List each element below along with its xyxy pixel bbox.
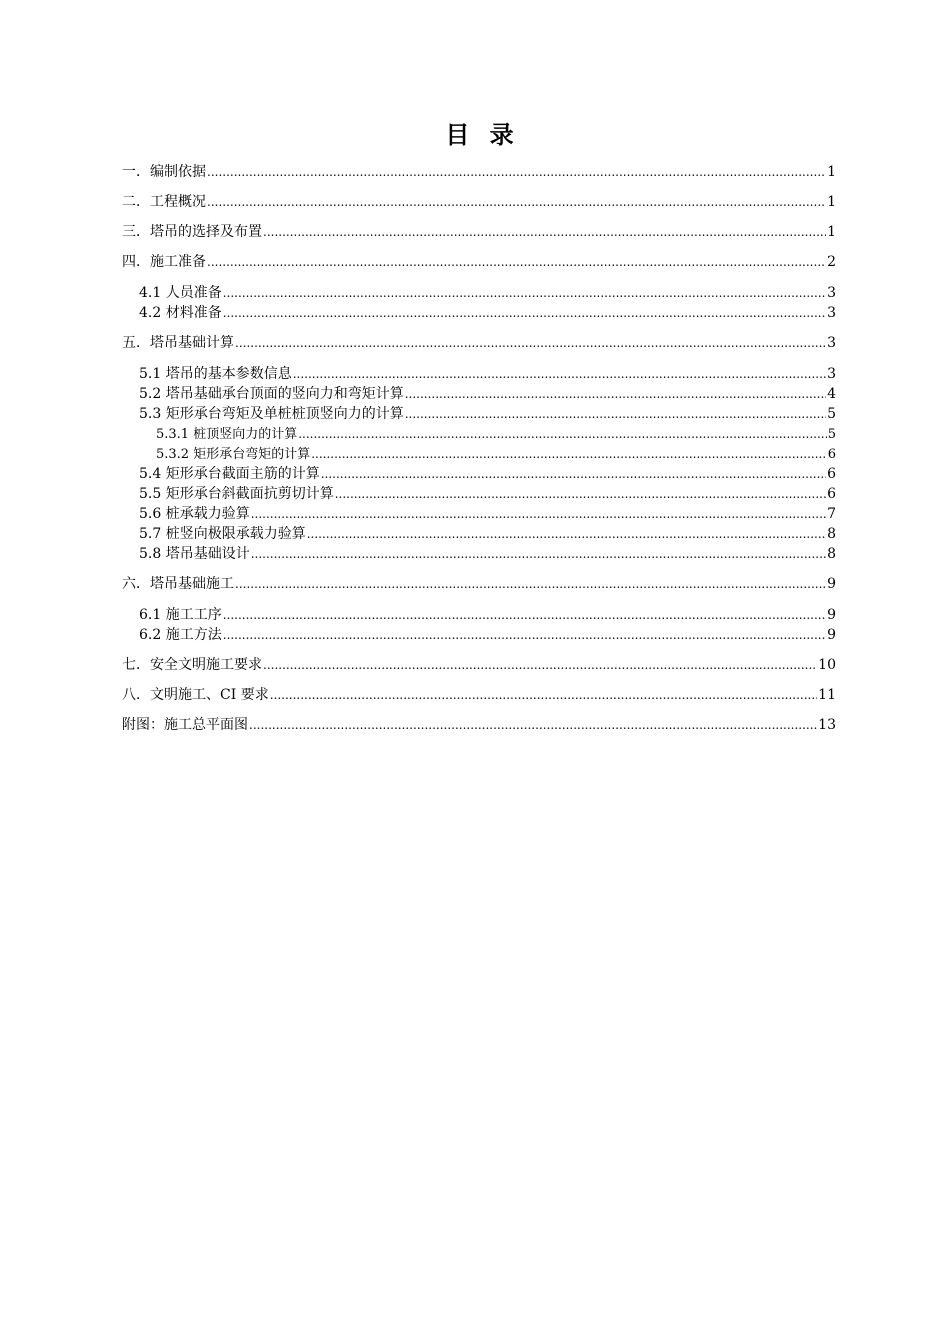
toc-entry-page: 13: [818, 717, 836, 733]
dot-leader: [335, 484, 826, 504]
dot-leader: [307, 524, 826, 544]
toc-entry[interactable]: [139, 605, 836, 625]
toc-entry-label: 5.7 桩竖向极限承载力验算: [139, 526, 306, 542]
toc-entry-page: 6: [827, 447, 836, 462]
toc-entry[interactable]: [139, 544, 836, 564]
dot-leader: [298, 424, 827, 444]
dot-leader: [263, 222, 826, 242]
dot-leader: [263, 655, 817, 675]
dot-leader: [249, 715, 817, 735]
toc-entry-page: 4: [827, 386, 836, 402]
dot-leader: [235, 574, 826, 594]
dot-leader: [223, 283, 826, 303]
toc-entry-label: 五．塔吊基础计算: [122, 335, 234, 351]
toc-entry[interactable]: [139, 303, 836, 323]
toc-entry-label: 5.3 矩形承台弯矩及单桩桩顶竖向力的计算: [139, 406, 404, 422]
toc-entry-label: 三．塔吊的选择及布置: [122, 224, 262, 240]
toc-entry[interactable]: [139, 504, 836, 524]
toc-entry[interactable]: [139, 384, 836, 404]
toc-entry-label: 5.5 矩形承台斜截面抗剪切计算: [139, 486, 334, 502]
toc-title: 目 录: [445, 120, 520, 149]
toc-entry-label: 二．工程概况: [122, 194, 206, 210]
toc-entry-page: 7: [827, 506, 836, 522]
dot-leader: [405, 384, 826, 404]
toc-entry-page: 6: [827, 486, 836, 502]
dot-leader: [207, 252, 826, 272]
toc-entry-label: 5.3.2 矩形承台弯矩的计算: [156, 447, 311, 462]
toc-entry-label: 5.2 塔吊基础承台顶面的竖向力和弯矩计算: [139, 386, 404, 402]
toc-entry-page: 9: [827, 576, 836, 592]
dot-leader: [270, 685, 817, 705]
toc-entry[interactable]: [139, 464, 836, 484]
toc-entry-label: 5.3.1 桩顶竖向力的计算: [156, 427, 298, 442]
toc-entry-page: 3: [827, 285, 836, 301]
dot-leader: [293, 364, 826, 384]
toc-entry-page: 11: [818, 687, 836, 703]
toc-entry[interactable]: [122, 655, 836, 675]
toc-entry[interactable]: [122, 574, 836, 594]
toc-entry-page: 1: [827, 164, 836, 180]
toc-entry-label: 八．文明施工、CI 要求: [122, 687, 269, 703]
dot-leader: [207, 162, 826, 182]
toc-entry-page: 1: [827, 224, 836, 240]
toc-entry[interactable]: [122, 685, 836, 705]
toc-entry[interactable]: [122, 222, 836, 242]
toc-entry[interactable]: [122, 162, 836, 182]
toc-entry-page: 3: [827, 366, 836, 382]
toc-entry[interactable]: [139, 625, 836, 645]
toc-entry[interactable]: [156, 444, 836, 465]
toc-entry-label: 七．安全文明施工要求: [122, 657, 262, 673]
toc-entry[interactable]: [139, 283, 836, 303]
toc-entry-label: 5.6 桩承载力验算: [139, 506, 250, 522]
toc-entry-page: 1: [827, 194, 836, 210]
toc-entry-page: 6: [827, 466, 836, 482]
dot-leader: [223, 625, 826, 645]
toc-entry[interactable]: [139, 404, 836, 424]
toc-entry-page: 5: [827, 406, 836, 422]
dot-leader: [223, 303, 826, 323]
toc-entry-label: 5.4 矩形承台截面主筋的计算: [139, 466, 320, 482]
toc-entry-page: 8: [827, 526, 836, 542]
dot-leader: [405, 404, 826, 424]
toc-entry[interactable]: [122, 252, 836, 272]
toc-entry-page: 9: [827, 627, 836, 643]
toc-entry-label: 六．塔吊基础施工: [122, 576, 234, 592]
toc-entry-label: 6.1 施工工序: [139, 607, 222, 623]
dot-leader: [235, 333, 826, 353]
dot-leader: [251, 504, 826, 524]
toc-entry-page: 9: [827, 607, 836, 623]
toc-entry-label: 四．施工准备: [122, 254, 206, 270]
toc-entry-label: 5.8 塔吊基础设计: [139, 546, 250, 562]
toc-entry[interactable]: [122, 715, 836, 735]
toc-entry-page: 5: [827, 427, 836, 442]
toc-entry-page: 8: [827, 546, 836, 562]
dot-leader: [321, 464, 826, 484]
toc-entry-label: 5.1 塔吊的基本参数信息: [139, 366, 292, 382]
toc-entry[interactable]: [122, 333, 836, 353]
toc-entry-page: 2: [827, 254, 836, 270]
toc-entry-label: 附图：施工总平面图: [122, 717, 248, 733]
toc-entry-page: 10: [818, 657, 836, 673]
toc-entry[interactable]: [139, 484, 836, 504]
toc-entry-page: 3: [827, 305, 836, 321]
toc-entry[interactable]: [139, 524, 836, 544]
dot-leader: [223, 605, 826, 625]
dot-leader: [311, 444, 827, 464]
toc-entry-label: 一．编制依据: [122, 164, 206, 180]
toc-entry[interactable]: [122, 192, 836, 212]
toc-entry-label: 6.2 施工方法: [139, 627, 222, 643]
toc-entry-page: 3: [827, 335, 836, 351]
toc-entry-label: 4.2 材料准备: [139, 305, 222, 321]
toc-entry[interactable]: [139, 364, 836, 384]
toc-entry[interactable]: [156, 424, 836, 445]
toc-entry-label: 4.1 人员准备: [139, 285, 222, 301]
dot-leader: [251, 544, 826, 564]
dot-leader: [207, 192, 826, 212]
